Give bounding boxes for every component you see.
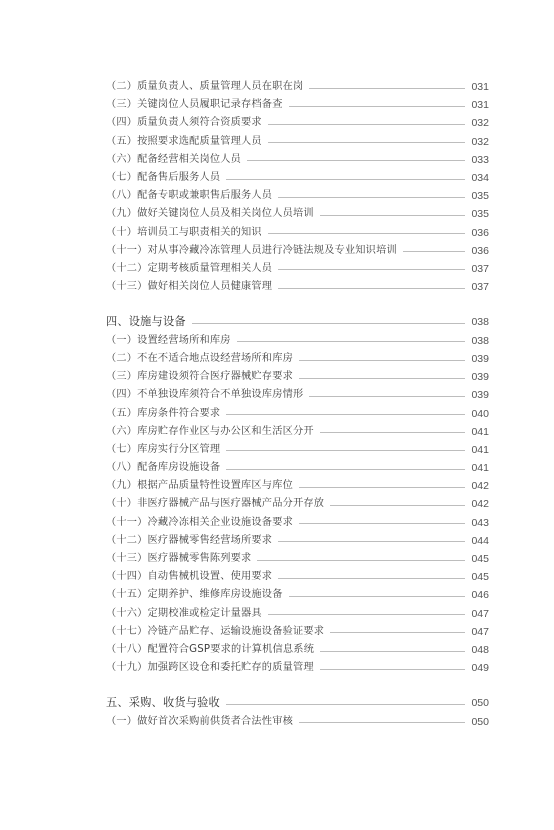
toc-entry (106, 169, 489, 187)
entry-title: （七）配备售后服务人员 (106, 171, 221, 183)
dotted-leader (299, 722, 465, 723)
entry-title: （一）设置经营场所和库房 (106, 334, 231, 346)
dotted-leader (403, 251, 465, 252)
entry-title: （十五）定期养护、维修库房设施设备 (106, 589, 283, 601)
entry-title: （十三）医疗器械零售陈列要求 (106, 553, 252, 564)
toc-entry (106, 459, 489, 477)
toc-entry (106, 605, 489, 623)
page-number: 031 (471, 81, 489, 93)
page-number: 037 (471, 262, 489, 275)
toc-entry (106, 187, 489, 205)
toc-entry (106, 205, 489, 223)
page-number: 037 (471, 281, 489, 294)
toc-entry (106, 386, 489, 404)
toc-entry (106, 96, 489, 114)
entry-title: （十一）冷藏冷冻相关企业设施设备要求 (106, 516, 293, 528)
entry-title: （十）培训员工与职责相关的知识 (106, 226, 262, 238)
dotted-leader (268, 233, 465, 234)
dotted-leader (268, 614, 465, 615)
toc-entry (106, 659, 489, 677)
page-number: 041 (471, 425, 489, 438)
entry-title: （二）质量负责人、质量管理人员在职在岗 (106, 81, 304, 92)
toc-entry (106, 350, 489, 368)
entry-title: （八）配备专职或兼职售后服务人员 (106, 190, 273, 202)
page-number: 032 (471, 117, 489, 130)
dotted-leader (237, 341, 465, 342)
page-number: 034 (471, 171, 489, 184)
dotted-leader (289, 596, 465, 597)
dotted-leader (278, 541, 465, 542)
entry-title: （十九）加强跨区设仓和委托贮存的质量管理 (106, 662, 314, 674)
dotted-leader (247, 160, 465, 161)
chapter-four-entries (106, 332, 489, 678)
toc-entry (106, 151, 489, 169)
dotted-leader (278, 269, 465, 270)
dotted-leader (320, 432, 465, 433)
toc-entry (106, 224, 489, 242)
dotted-leader (330, 632, 465, 633)
page-number: 044 (471, 534, 489, 547)
toc-entry (106, 477, 489, 495)
page-number: 042 (471, 480, 489, 493)
toc-entry (106, 713, 489, 731)
toc-entry (106, 78, 489, 96)
dotted-leader (309, 88, 465, 89)
dotted-leader (257, 560, 465, 561)
dotted-leader (226, 179, 465, 180)
entry-title: （五）库房条件符合要求 (106, 407, 221, 419)
page-number: 050 (471, 697, 489, 710)
toc-entry (106, 514, 489, 532)
toc-chapter-heading (106, 313, 489, 332)
dotted-leader (278, 197, 465, 198)
spacer (106, 677, 489, 694)
dotted-leader (299, 487, 465, 488)
toc-entry (106, 368, 489, 386)
page-number: 047 (471, 625, 489, 638)
chapter-title: 四、设施与设备 (106, 315, 186, 329)
dotted-leader (226, 704, 465, 705)
page-number: 049 (471, 662, 489, 675)
page-number: 047 (471, 607, 489, 620)
toc-entry (106, 332, 489, 350)
toc-entry (106, 532, 489, 550)
page-number: 040 (471, 407, 489, 420)
dotted-leader (320, 215, 465, 216)
page-number: 041 (471, 462, 489, 475)
chapter-five-entries (106, 713, 489, 731)
toc-entry (106, 242, 489, 260)
entry-title: （七）库房实行分区管理 (106, 443, 221, 455)
page-number: 043 (471, 516, 489, 529)
entry-title: （十）非医疗器械产品与医疗器械产品分开存放 (106, 498, 325, 510)
page-number: 036 (471, 226, 489, 239)
page-number: 038 (471, 316, 489, 329)
entry-title: （三）库房建设须符合医疗器械贮存要求 (106, 371, 293, 383)
dotted-leader (226, 450, 465, 451)
page-number: 050 (471, 715, 489, 728)
dotted-leader (299, 360, 465, 361)
dotted-leader (289, 106, 465, 107)
dotted-leader (299, 523, 465, 524)
dotted-leader (268, 124, 465, 125)
toc-entry (106, 405, 489, 423)
entry-title: （二）不在不适合地点设经营场所和库房 (106, 352, 293, 364)
dotted-leader (320, 651, 465, 652)
entry-title: （八）配备库房设施设备 (106, 462, 221, 474)
entry-title: （六）库房贮存作业区与办公区和生活区分开 (106, 425, 314, 437)
page-number: 035 (471, 208, 489, 221)
page-number: 031 (471, 99, 489, 112)
toc-entry (106, 623, 489, 641)
page-number: 033 (471, 153, 489, 166)
entry-title: （十一）对从事冷藏冷冻管理人员进行冷链法规及专业知识培训 (106, 244, 397, 256)
toc-entry (106, 441, 489, 459)
entry-title: （十八）配置符合GSP要求的计算机信息系统 (106, 643, 315, 655)
entry-title: （四）质量负责人须符合资质要求 (106, 117, 262, 129)
entry-title: （三）关键岗位人员履职记录存档备查 (106, 99, 283, 111)
dotted-leader (226, 414, 465, 415)
page-number: 038 (471, 334, 489, 347)
toc-chapter-heading (106, 694, 489, 713)
entry-title: （四）不单独设库须符合不单独设库房情形 (106, 389, 304, 401)
page-number: 039 (471, 371, 489, 384)
entry-title: （九）根据产品质量特性设置库区与库位 (106, 480, 293, 492)
entry-title: （十七）冷链产品贮存、运输设施设备验证要求 (106, 625, 325, 637)
toc-entry (106, 278, 489, 296)
toc-entry (106, 423, 489, 441)
entry-title: （五）按照要求选配质量管理人员 (106, 135, 262, 147)
toc-entry (106, 550, 489, 568)
entry-title: （十三）做好相关岗位人员健康管理 (106, 281, 273, 293)
chapter-four (106, 313, 489, 677)
page-number: 035 (471, 190, 489, 203)
dotted-leader (226, 469, 465, 470)
toc-entry (106, 114, 489, 132)
toc-entry (106, 586, 489, 604)
page-number: 048 (471, 643, 489, 656)
toc-entry (106, 568, 489, 586)
entry-title: （十二）医疗器械零售经营场所要求 (106, 534, 273, 546)
entry-title: （六）配备经营相关岗位人员 (106, 153, 242, 165)
entry-title: （十二）定期考核质量管理相关人员 (106, 262, 273, 274)
dotted-leader (320, 669, 465, 670)
dotted-leader (330, 505, 465, 506)
page-number: 032 (471, 135, 489, 148)
entry-title: （十四）自动售械机设置、使用要求 (106, 571, 273, 583)
chapter-five (106, 694, 489, 731)
dotted-leader (278, 578, 465, 579)
dotted-leader (192, 323, 465, 324)
section-three-entries (106, 78, 489, 296)
chapter-title: 五、采购、收货与验收 (106, 696, 220, 710)
page-number: 041 (471, 443, 489, 456)
page-number: 045 (471, 553, 489, 565)
page-number: 045 (471, 571, 489, 584)
page-number: 046 (471, 589, 489, 602)
toc-entry (106, 495, 489, 513)
entry-title: （十六）定期校准或检定计量器具 (106, 607, 262, 619)
toc-entry (106, 641, 489, 659)
page-number: 039 (471, 389, 489, 402)
dotted-leader (268, 142, 465, 143)
toc-entry (106, 133, 489, 151)
page-number: 036 (471, 244, 489, 257)
dotted-leader (299, 378, 465, 379)
spacer (106, 296, 489, 313)
dotted-leader (278, 288, 465, 289)
toc-entry (106, 260, 489, 278)
page-number: 039 (471, 352, 489, 365)
dotted-leader (309, 396, 465, 397)
table-of-contents (106, 78, 489, 731)
entry-title: （九）做好关键岗位人员及相关岗位人员培训 (106, 208, 314, 220)
entry-title: （一）做好首次采购前供货者合法性审核 (106, 715, 293, 727)
page-number: 042 (471, 498, 489, 511)
